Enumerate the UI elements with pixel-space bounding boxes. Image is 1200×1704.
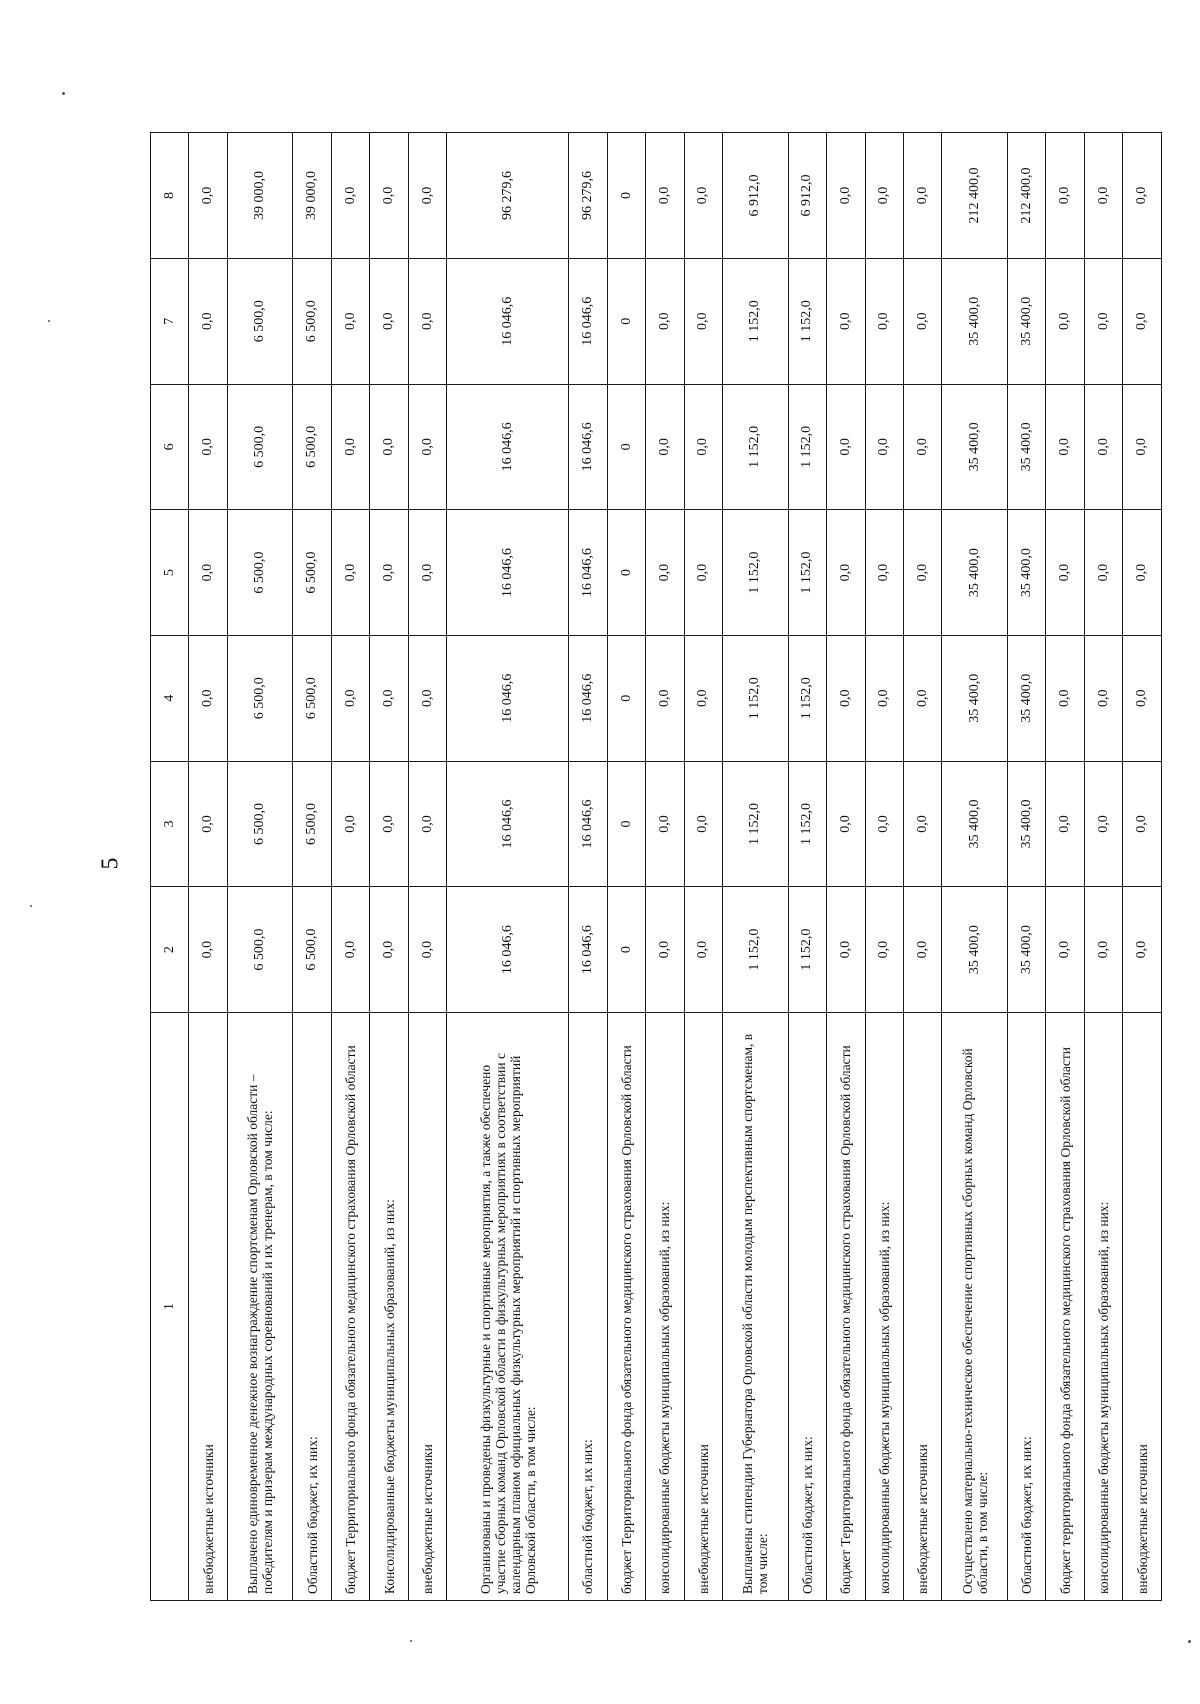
table-row <box>942 133 1008 1601</box>
row-label: Выплачено единовременное денежное вознаграждение спортсменам Орловской области – победителям и призерам международных соревнований и их тренерам, в том числе: <box>227 1013 293 1601</box>
value-cell: 16 046,6 <box>447 510 569 636</box>
value-cell: 1 152,0 <box>788 887 826 1013</box>
value-cell: 16 046,6 <box>447 887 569 1013</box>
value-cell: 1 152,0 <box>723 258 789 384</box>
value-cell: 0,0 <box>189 510 227 636</box>
value-cell: 212 400,0 <box>942 133 1008 259</box>
value-cell: 0,0 <box>1123 761 1162 887</box>
row-label: консолидированные бюджеты муниципальных образований, из них: <box>865 1013 903 1601</box>
value-cell: 1 152,0 <box>723 761 789 887</box>
value-cell: 0,0 <box>646 258 684 384</box>
row-label: внебюджетные источники <box>684 1013 722 1601</box>
row-label: Организованы и проведены физкультурные и спортивные мероприятия, а также обеспечено участие сборных команд Орловской области в физкультурных мероприятиях в соответствии с календарным планом официальных физкультурных мероприятий и спортивных мероприятий Орловской области, в том числе: <box>447 1013 569 1601</box>
value-cell: 35 400,0 <box>942 635 1008 761</box>
value-cell: 0,0 <box>646 384 684 510</box>
value-cell: 0,0 <box>408 133 446 259</box>
value-cell: 16 046,6 <box>447 384 569 510</box>
value-cell: 6 912,0 <box>788 133 826 259</box>
value-cell: 0,0 <box>331 887 369 1013</box>
column-header: 1 <box>151 1013 189 1601</box>
row-label: внебюджетные источники <box>1123 1013 1162 1601</box>
value-cell: 0,0 <box>1084 258 1122 384</box>
table-row <box>1084 133 1122 1601</box>
value-cell: 0,0 <box>1084 887 1122 1013</box>
value-cell: 0,0 <box>1046 133 1084 259</box>
row-label: внебюджетные источники <box>408 1013 446 1601</box>
value-cell: 6 500,0 <box>227 635 293 761</box>
value-cell: 0,0 <box>189 635 227 761</box>
value-cell: 0,0 <box>684 887 722 1013</box>
table-row <box>788 133 826 1601</box>
value-cell: 1 152,0 <box>788 258 826 384</box>
value-cell: 0,0 <box>684 258 722 384</box>
table-header-row <box>151 133 189 1601</box>
value-cell: 0,0 <box>903 258 941 384</box>
value-cell: 16 046,6 <box>569 761 607 887</box>
value-cell: 0,0 <box>408 761 446 887</box>
column-header: 6 <box>151 384 189 510</box>
value-cell: 16 046,6 <box>569 510 607 636</box>
value-cell: 0,0 <box>189 258 227 384</box>
value-cell: 0,0 <box>903 133 941 259</box>
value-cell: 16 046,6 <box>569 635 607 761</box>
row-label: внебюджетные источники <box>189 1013 227 1601</box>
value-cell: 0,0 <box>1123 635 1162 761</box>
value-cell: 0,0 <box>865 258 903 384</box>
value-cell: 0,0 <box>903 761 941 887</box>
value-cell: 0,0 <box>1123 887 1162 1013</box>
value-cell: 1 152,0 <box>723 384 789 510</box>
row-label: Областной бюджет, их них: <box>293 1013 331 1601</box>
table-row <box>227 133 293 1601</box>
value-cell: 16 046,6 <box>569 887 607 1013</box>
value-cell: 1 152,0 <box>723 510 789 636</box>
value-cell: 0,0 <box>865 133 903 259</box>
table-row <box>607 133 645 1601</box>
value-cell: 0,0 <box>1046 510 1084 636</box>
value-cell: 0,0 <box>331 133 369 259</box>
column-header: 7 <box>151 258 189 384</box>
row-label: консолидированные бюджеты муниципальных образований, из них: <box>1084 1013 1122 1601</box>
value-cell: 0,0 <box>1123 510 1162 636</box>
value-cell: 0,0 <box>865 510 903 636</box>
row-label: Осуществлено материально-техническое обеспечение спортивных сборных команд Орловской области, в том числе: <box>942 1013 1008 1601</box>
value-cell: 0,0 <box>331 635 369 761</box>
value-cell: 0,0 <box>903 887 941 1013</box>
value-cell: 0,0 <box>408 258 446 384</box>
row-label: Областной бюджет, их них: <box>1007 1013 1045 1601</box>
value-cell: 0,0 <box>865 384 903 510</box>
budget-table <box>150 132 1162 1601</box>
value-cell: 6 500,0 <box>227 384 293 510</box>
value-cell: 39 000,0 <box>227 133 293 259</box>
value-cell: 0,0 <box>827 133 865 259</box>
row-label: бюджет территориального фонда обязательного медицинского страхования Орловской области <box>1046 1013 1084 1601</box>
value-cell: 0,0 <box>1123 258 1162 384</box>
value-cell: 35 400,0 <box>942 761 1008 887</box>
value-cell: 0,0 <box>646 761 684 887</box>
value-cell: 0,0 <box>646 133 684 259</box>
row-label: бюджет Территориального фонда обязательного медицинского страхования Орловской области <box>827 1013 865 1601</box>
scan-speck <box>1188 1640 1191 1643</box>
value-cell: 6 500,0 <box>227 510 293 636</box>
value-cell: 0,0 <box>370 384 408 510</box>
value-cell: 6 500,0 <box>293 384 331 510</box>
value-cell: 1 152,0 <box>788 510 826 636</box>
value-cell: 0 <box>607 887 645 1013</box>
value-cell: 6 912,0 <box>723 133 789 259</box>
value-cell: 96 279,6 <box>447 133 569 259</box>
value-cell: 16 046,6 <box>569 258 607 384</box>
value-cell: 0,0 <box>1084 510 1122 636</box>
value-cell: 0,0 <box>331 384 369 510</box>
page-number: 5 <box>97 857 124 870</box>
value-cell: 0 <box>607 635 645 761</box>
table-row <box>293 133 331 1601</box>
rotated-table-frame <box>150 133 1162 1601</box>
value-cell: 0,0 <box>189 384 227 510</box>
value-cell: 0,0 <box>189 761 227 887</box>
value-cell: 0,0 <box>684 761 722 887</box>
value-cell: 0,0 <box>1046 887 1084 1013</box>
value-cell: 0,0 <box>865 635 903 761</box>
row-label: Выплачены стипендии Губернатора Орловской области молодым перспективным спортсменам, в том числе: <box>723 1013 789 1601</box>
value-cell: 0,0 <box>903 384 941 510</box>
value-cell: 0,0 <box>1123 384 1162 510</box>
column-header: 4 <box>151 635 189 761</box>
value-cell: 0,0 <box>684 133 722 259</box>
table-row <box>331 133 369 1601</box>
value-cell: 1 152,0 <box>788 761 826 887</box>
value-cell: 0,0 <box>408 510 446 636</box>
value-cell: 0 <box>607 761 645 887</box>
table-row <box>646 133 684 1601</box>
table-body <box>151 133 1162 1601</box>
value-cell: 0,0 <box>408 887 446 1013</box>
value-cell: 0,0 <box>331 761 369 887</box>
value-cell: 35 400,0 <box>942 510 1008 636</box>
value-cell: 0,0 <box>684 635 722 761</box>
table-row <box>1123 133 1162 1601</box>
table-row <box>370 133 408 1601</box>
value-cell: 0,0 <box>646 510 684 636</box>
value-cell: 16 046,6 <box>447 635 569 761</box>
value-cell: 0,0 <box>331 258 369 384</box>
table-row <box>447 133 569 1601</box>
value-cell: 35 400,0 <box>942 384 1008 510</box>
value-cell: 0,0 <box>1046 761 1084 887</box>
value-cell: 96 279,6 <box>569 133 607 259</box>
value-cell: 6 500,0 <box>293 510 331 636</box>
table-row <box>723 133 789 1601</box>
value-cell: 1 152,0 <box>788 635 826 761</box>
value-cell: 0,0 <box>408 635 446 761</box>
value-cell: 16 046,6 <box>569 384 607 510</box>
table-row <box>408 133 446 1601</box>
row-label: Консолидированные бюджеты муниципальных образований, из них: <box>370 1013 408 1601</box>
row-label: внебюджетные источники <box>903 1013 941 1601</box>
value-cell: 16 046,6 <box>447 761 569 887</box>
value-cell: 0,0 <box>1084 761 1122 887</box>
value-cell: 0 <box>607 384 645 510</box>
table-row <box>865 133 903 1601</box>
value-cell: 6 500,0 <box>227 887 293 1013</box>
column-header: 3 <box>151 761 189 887</box>
value-cell: 0,0 <box>370 133 408 259</box>
value-cell: 6 500,0 <box>293 258 331 384</box>
value-cell: 0,0 <box>684 510 722 636</box>
value-cell: 1 152,0 <box>788 384 826 510</box>
value-cell: 0,0 <box>684 384 722 510</box>
value-cell: 35 400,0 <box>942 258 1008 384</box>
table-row <box>1007 133 1045 1601</box>
value-cell: 0 <box>607 133 645 259</box>
value-cell: 0,0 <box>1046 258 1084 384</box>
row-label: бюджет Территориального фонда обязательного медицинского страхования Орловской области <box>331 1013 369 1601</box>
value-cell: 35 400,0 <box>942 887 1008 1013</box>
value-cell: 35 400,0 <box>1007 384 1045 510</box>
value-cell: 6 500,0 <box>227 761 293 887</box>
value-cell: 0,0 <box>1084 384 1122 510</box>
value-cell: 35 400,0 <box>1007 258 1045 384</box>
value-cell: 0,0 <box>189 133 227 259</box>
column-header: 2 <box>151 887 189 1013</box>
value-cell: 6 500,0 <box>227 258 293 384</box>
scan-speck <box>410 1640 412 1642</box>
value-cell: 0,0 <box>1046 384 1084 510</box>
value-cell: 0,0 <box>1084 133 1122 259</box>
table-row <box>1046 133 1084 1601</box>
value-cell: 35 400,0 <box>1007 510 1045 636</box>
value-cell: 0,0 <box>903 635 941 761</box>
value-cell: 212 400,0 <box>1007 133 1045 259</box>
value-cell: 0,0 <box>1123 133 1162 259</box>
table-row <box>684 133 722 1601</box>
value-cell: 0,0 <box>189 887 227 1013</box>
value-cell: 0,0 <box>903 510 941 636</box>
row-label: Областной бюджет, их них: <box>788 1013 826 1601</box>
value-cell: 0,0 <box>827 887 865 1013</box>
value-cell: 0,0 <box>646 887 684 1013</box>
value-cell: 0 <box>607 510 645 636</box>
row-label: бюджет Территориального фонда обязательного медицинского страхования Орловской области <box>607 1013 645 1601</box>
value-cell: 0,0 <box>865 887 903 1013</box>
value-cell: 0,0 <box>1046 635 1084 761</box>
value-cell: 35 400,0 <box>1007 761 1045 887</box>
value-cell: 0,0 <box>827 258 865 384</box>
value-cell: 0,0 <box>646 635 684 761</box>
value-cell: 0,0 <box>865 761 903 887</box>
value-cell: 0,0 <box>827 761 865 887</box>
scan-speck <box>30 905 32 907</box>
table-row <box>903 133 941 1601</box>
scan-speck <box>48 320 50 322</box>
value-cell: 0,0 <box>331 510 369 636</box>
value-cell: 35 400,0 <box>1007 635 1045 761</box>
table-row <box>189 133 227 1601</box>
value-cell: 0,0 <box>370 258 408 384</box>
value-cell: 35 400,0 <box>1007 887 1045 1013</box>
value-cell: 0,0 <box>1084 635 1122 761</box>
value-cell: 0,0 <box>827 635 865 761</box>
scan-speck <box>62 92 65 95</box>
value-cell: 6 500,0 <box>293 761 331 887</box>
value-cell: 0,0 <box>370 887 408 1013</box>
value-cell: 1 152,0 <box>723 887 789 1013</box>
value-cell: 0 <box>607 258 645 384</box>
row-label: консолидированные бюджеты муниципальных образований, из них: <box>646 1013 684 1601</box>
row-label: областной бюджет, их них: <box>569 1013 607 1601</box>
value-cell: 0,0 <box>827 510 865 636</box>
value-cell: 0,0 <box>827 384 865 510</box>
column-header: 8 <box>151 133 189 259</box>
table-container <box>150 133 1162 1601</box>
table-row <box>827 133 865 1601</box>
table-row <box>569 133 607 1601</box>
value-cell: 0,0 <box>370 510 408 636</box>
value-cell: 0,0 <box>370 635 408 761</box>
value-cell: 0,0 <box>370 761 408 887</box>
value-cell: 6 500,0 <box>293 635 331 761</box>
value-cell: 1 152,0 <box>723 635 789 761</box>
value-cell: 6 500,0 <box>293 887 331 1013</box>
value-cell: 16 046,6 <box>447 258 569 384</box>
value-cell: 0,0 <box>408 384 446 510</box>
value-cell: 39 000,0 <box>293 133 331 259</box>
column-header: 5 <box>151 510 189 636</box>
